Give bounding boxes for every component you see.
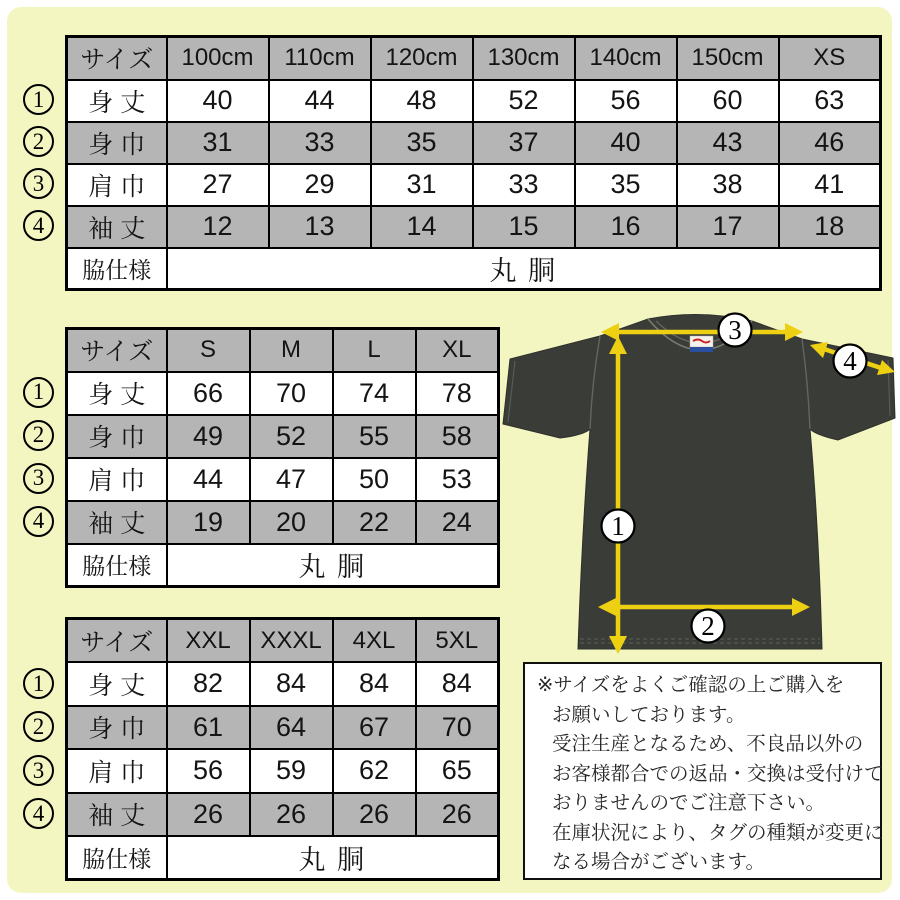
- value-cell: 47: [250, 458, 333, 501]
- value-cell: 48: [371, 80, 473, 122]
- value-cell: 29: [269, 164, 371, 206]
- row-label: 身 丈: [67, 662, 167, 706]
- row-label: 身 丈: [67, 80, 167, 122]
- value-cell: 52: [473, 80, 575, 122]
- value-cell: 20: [250, 501, 333, 544]
- value-cell: 13: [269, 206, 371, 248]
- header-cell: XXXL: [250, 619, 333, 663]
- value-cell: 26: [416, 793, 499, 837]
- row-marker-1: 1: [23, 668, 54, 699]
- header-cell: XS: [779, 37, 881, 80]
- note-line: なる場合がございます。: [552, 851, 765, 873]
- value-cell: 65: [416, 749, 499, 793]
- row-markers-adult: [20, 327, 56, 588]
- value-cell: 44: [269, 80, 371, 122]
- footer-label: 脇仕様: [67, 248, 167, 290]
- value-cell: 53: [416, 458, 499, 501]
- value-cell: 37: [473, 122, 575, 164]
- size-table-large-section: [32, 617, 500, 881]
- value-cell: 66: [167, 372, 250, 415]
- note-line: おりませんのでご注意下さい。: [552, 792, 826, 814]
- header-cell: L: [333, 329, 416, 372]
- size-table-kids-section: [32, 35, 882, 291]
- row-markers-kids: [20, 35, 56, 291]
- value-cell: 49: [167, 415, 250, 458]
- row-label: 身 巾: [67, 706, 167, 750]
- value-cell: 43: [677, 122, 779, 164]
- row-label: 身 巾: [67, 415, 167, 458]
- row-label: 肩 巾: [67, 458, 167, 501]
- value-cell: 31: [167, 122, 269, 164]
- svg-text:2: 2: [701, 611, 715, 641]
- note-line: ※サイズをよくご確認の上ご購入を: [537, 674, 845, 696]
- row-markers-large: [20, 617, 56, 881]
- value-cell: 33: [269, 122, 371, 164]
- row-label: 袖 丈: [67, 206, 167, 248]
- note-line: お願いしております。: [552, 703, 746, 726]
- footer-value: 丸 胴: [167, 544, 499, 587]
- value-cell: 61: [167, 706, 250, 750]
- brand-tag: [690, 336, 713, 352]
- row-marker-4: 4: [23, 506, 54, 537]
- value-cell: 82: [167, 662, 250, 706]
- header-cell: サイズ: [67, 37, 167, 80]
- note-line: 在庫状況により、タグの種類が変更に: [552, 821, 884, 844]
- footer-value: 丸 胴: [167, 836, 499, 880]
- value-cell: 84: [333, 662, 416, 706]
- row-label: 肩 巾: [67, 164, 167, 206]
- value-cell: 58: [416, 415, 499, 458]
- arrow-label-1: [602, 510, 635, 543]
- header-cell: 130cm: [473, 37, 575, 80]
- value-cell: 26: [333, 793, 416, 837]
- header-cell: S: [167, 329, 250, 372]
- value-cell: 35: [371, 122, 473, 164]
- size-table-adult: [65, 327, 500, 588]
- header-cell: サイズ: [67, 619, 167, 663]
- header-cell: XL: [416, 329, 499, 372]
- header-cell: 150cm: [677, 37, 779, 80]
- value-cell: 59: [250, 749, 333, 793]
- size-table-kids: [65, 35, 882, 291]
- value-cell: 78: [416, 372, 499, 415]
- value-cell: 17: [677, 206, 779, 248]
- value-cell: 74: [333, 372, 416, 415]
- footer-label: 脇仕様: [67, 836, 167, 880]
- row-marker-2: 2: [23, 420, 54, 451]
- purchase-note-box: [523, 662, 882, 880]
- svg-text:3: 3: [728, 315, 742, 345]
- row-marker-4: 4: [23, 798, 54, 829]
- footer-value: 丸 胴: [167, 248, 881, 290]
- row-marker-1: 1: [23, 377, 54, 408]
- value-cell: 26: [250, 793, 333, 837]
- value-cell: 27: [167, 164, 269, 206]
- value-cell: 56: [575, 80, 677, 122]
- tshirt-measurement-diagram: [498, 302, 900, 662]
- header-cell: 140cm: [575, 37, 677, 80]
- size-table-adult-section: [32, 327, 500, 588]
- value-cell: 84: [416, 662, 499, 706]
- value-cell: 35: [575, 164, 677, 206]
- value-cell: 84: [250, 662, 333, 706]
- value-cell: 24: [416, 501, 499, 544]
- value-cell: 31: [371, 164, 473, 206]
- value-cell: 16: [575, 206, 677, 248]
- value-cell: 19: [167, 501, 250, 544]
- row-marker-3: 3: [23, 755, 54, 786]
- value-cell: 15: [473, 206, 575, 248]
- row-label: 袖 丈: [67, 501, 167, 544]
- row-label: 袖 丈: [67, 793, 167, 837]
- header-cell: サイズ: [67, 329, 167, 372]
- value-cell: 60: [677, 80, 779, 122]
- note-line: お客様都合での返品・交換は受付けて: [552, 762, 884, 785]
- svg-text:4: 4: [843, 346, 857, 376]
- row-label: 肩 巾: [67, 749, 167, 793]
- header-cell: 5XL: [416, 619, 499, 663]
- header-cell: 110cm: [269, 37, 371, 80]
- row-marker-2: 2: [23, 711, 54, 742]
- arrow-label-4: [834, 345, 867, 378]
- value-cell: 12: [167, 206, 269, 248]
- note-line: 受注生産となるため、不良品以外の: [552, 733, 864, 755]
- arrow-label-3: [719, 314, 752, 347]
- value-cell: 70: [250, 372, 333, 415]
- header-cell: 100cm: [167, 37, 269, 80]
- value-cell: 22: [333, 501, 416, 544]
- value-cell: 41: [779, 164, 881, 206]
- value-cell: 44: [167, 458, 250, 501]
- value-cell: 18: [779, 206, 881, 248]
- row-marker-2: 2: [23, 126, 54, 157]
- value-cell: 14: [371, 206, 473, 248]
- row-marker-4: 4: [23, 210, 54, 241]
- row-label: 身 丈: [67, 372, 167, 415]
- value-cell: 63: [779, 80, 881, 122]
- header-cell: 120cm: [371, 37, 473, 80]
- value-cell: 70: [416, 706, 499, 750]
- value-cell: 56: [167, 749, 250, 793]
- arrow-label-2: [692, 610, 725, 643]
- value-cell: 67: [333, 706, 416, 750]
- value-cell: 40: [575, 122, 677, 164]
- svg-text:1: 1: [611, 511, 625, 541]
- value-cell: 46: [779, 122, 881, 164]
- value-cell: 64: [250, 706, 333, 750]
- header-cell: 4XL: [333, 619, 416, 663]
- row-label: 身 巾: [67, 122, 167, 164]
- row-marker-3: 3: [23, 463, 54, 494]
- header-cell: M: [250, 329, 333, 372]
- value-cell: 26: [167, 793, 250, 837]
- value-cell: 40: [167, 80, 269, 122]
- value-cell: 52: [250, 415, 333, 458]
- value-cell: 50: [333, 458, 416, 501]
- tshirt-illustration: [498, 302, 900, 662]
- value-cell: 33: [473, 164, 575, 206]
- size-table-large: [65, 617, 500, 881]
- row-marker-3: 3: [23, 168, 54, 199]
- row-marker-1: 1: [23, 84, 54, 115]
- header-cell: XXL: [167, 619, 250, 663]
- footer-label: 脇仕様: [67, 544, 167, 587]
- value-cell: 38: [677, 164, 779, 206]
- value-cell: 55: [333, 415, 416, 458]
- value-cell: 62: [333, 749, 416, 793]
